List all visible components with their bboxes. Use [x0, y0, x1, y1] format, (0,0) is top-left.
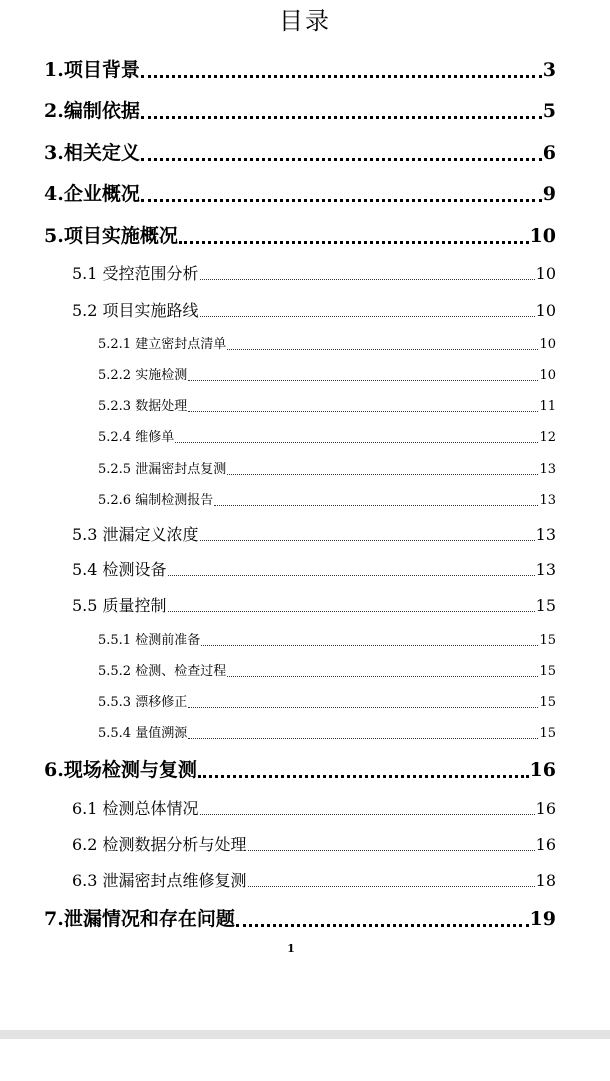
dot-leader [179, 223, 529, 244]
dot-leader [188, 695, 538, 708]
toc-entry-5-2[interactable] [72, 300, 556, 322]
toc-entry-5-2-6[interactable] [98, 492, 556, 510]
dot-leader [236, 906, 529, 927]
toc-entry-label: 2.编制依据 [44, 100, 140, 122]
page-number: 1 [287, 942, 295, 955]
toc-entry-page: 13 [539, 462, 556, 477]
toc-entry-page: 16 [535, 835, 556, 854]
toc-entry-label: 5.项目实施概况 [44, 225, 178, 247]
dot-leader [188, 726, 538, 739]
toc-entry-label: 5.2.4 维修单 [98, 430, 175, 445]
toc-entry-page: 19 [529, 908, 556, 930]
toc-entry-5-2-2[interactable] [98, 367, 556, 385]
toc-entry-5-2-1[interactable] [98, 336, 556, 354]
page-separator [0, 1030, 610, 1039]
toc-entry-label: 5.5.1 检测前准备 [98, 633, 201, 648]
dot-leader [201, 633, 538, 646]
dot-leader [200, 265, 535, 280]
toc-entry-page: 3 [542, 59, 556, 81]
toc-entry-page: 15 [539, 695, 556, 710]
toc-entry-5-5-3[interactable] [98, 694, 556, 712]
toc-entry-label: 5.2.6 编制检测报告 [98, 493, 214, 508]
toc-entry-page: 13 [539, 493, 556, 508]
toc-entry-page: 10 [535, 264, 556, 283]
toc-entry-5-5[interactable] [72, 595, 556, 617]
dot-leader [141, 181, 542, 202]
toc-entry-6-1[interactable] [72, 798, 556, 820]
toc-entry-label: 5.1 受控范围分析 [72, 264, 199, 283]
toc-entry-label: 5.2.2 实施检测 [98, 368, 188, 383]
dot-leader [227, 664, 538, 677]
toc-entry-5-2-4[interactable] [98, 429, 556, 447]
dot-leader [141, 140, 542, 161]
dot-leader [227, 462, 538, 475]
toc-entry-label: 3.相关定义 [44, 142, 140, 164]
toc-entry-5-2-5[interactable] [98, 461, 556, 479]
toc-entry-label: 5.2.3 数据处理 [98, 399, 188, 414]
dot-leader [200, 526, 535, 541]
toc-entry-label: 5.4 检测设备 [72, 560, 167, 579]
toc-entry-label: 7.泄漏情况和存在问题 [44, 908, 235, 930]
toc-entry-label: 5.5.4 量值溯源 [98, 726, 188, 741]
dot-leader [175, 430, 538, 443]
toc-entry-page: 15 [535, 596, 556, 615]
toc-entry-label: 5.5.3 漂移修正 [98, 695, 188, 710]
toc-entry-page: 10 [539, 368, 556, 383]
toc-entry-label: 5.3 泄漏定义浓度 [72, 525, 199, 544]
toc-entry-label: 5.5.2 检测、检查过程 [98, 664, 227, 679]
toc-entry-label: 5.2.5 泄漏密封点复测 [98, 462, 227, 477]
toc-entry-label: 5.2.1 建立密封点清单 [98, 337, 227, 352]
toc-entry-page: 5 [542, 100, 556, 122]
toc-entry-5-2-3[interactable] [98, 398, 556, 416]
toc-entry-page: 15 [539, 726, 556, 741]
toc-entry-page: 15 [539, 633, 556, 648]
dot-leader [141, 57, 542, 78]
dot-leader [168, 597, 535, 612]
toc-entry-7[interactable] [44, 906, 556, 932]
dot-leader [227, 337, 538, 350]
dot-leader [141, 98, 542, 119]
dot-leader [198, 757, 529, 778]
toc-entry-page: 16 [529, 759, 556, 781]
toc-entry-page: 18 [535, 871, 556, 890]
toc-entry-label: 1.项目背景 [44, 59, 140, 81]
toc-entry-1[interactable] [44, 57, 556, 83]
toc-entry-6-2[interactable] [72, 834, 556, 856]
toc-entry-label: 6.1 检测总体情况 [72, 799, 199, 818]
toc-entry-label: 4.企业概况 [44, 183, 140, 205]
toc-entry-label: 6.现场检测与复测 [44, 759, 197, 781]
page-title: 目录 [279, 7, 331, 35]
dot-leader [200, 800, 535, 815]
dot-leader [188, 399, 538, 412]
toc-entry-label: 6.3 泄漏密封点维修复测 [72, 871, 247, 890]
dot-leader [188, 368, 538, 381]
toc-entry-5-5-1[interactable] [98, 632, 556, 650]
toc-entry-6[interactable] [44, 757, 556, 783]
toc-entry-4[interactable] [44, 181, 556, 207]
toc-entry-5-4[interactable] [72, 559, 556, 581]
toc-entry-5-3[interactable] [72, 524, 556, 546]
dot-leader [248, 872, 535, 887]
toc-entry-label: 5.2 项目实施路线 [72, 301, 199, 320]
toc-entry-5-5-2[interactable] [98, 663, 556, 681]
toc-entry-page: 10 [539, 337, 556, 352]
toc-entry-page: 9 [542, 183, 556, 205]
dot-leader [168, 561, 535, 576]
toc-entry-3[interactable] [44, 140, 556, 166]
viewer-bottom-area [0, 1030, 610, 1081]
toc-entry-6-3[interactable] [72, 870, 556, 892]
toc-entry-5[interactable] [44, 223, 556, 249]
toc-entry-5-1[interactable] [72, 263, 556, 285]
toc-entry-page: 12 [539, 430, 556, 445]
toc-entry-label: 5.5 质量控制 [72, 596, 167, 615]
toc-entry-page: 13 [535, 560, 556, 579]
toc-entry-page: 6 [542, 142, 556, 164]
toc-entry-page: 10 [535, 301, 556, 320]
toc-entry-page: 13 [535, 525, 556, 544]
toc-entry-5-5-4[interactable] [98, 725, 556, 743]
toc-entry-page: 11 [539, 399, 556, 414]
dot-leader [200, 302, 535, 317]
toc-entry-page: 16 [535, 799, 556, 818]
dot-leader [248, 836, 535, 851]
toc-entry-page: 10 [529, 225, 556, 247]
toc-entry-page: 15 [539, 664, 556, 679]
toc-entry-label: 6.2 检测数据分析与处理 [72, 835, 247, 854]
dot-leader [214, 493, 538, 506]
toc-entry-2[interactable] [44, 98, 556, 124]
